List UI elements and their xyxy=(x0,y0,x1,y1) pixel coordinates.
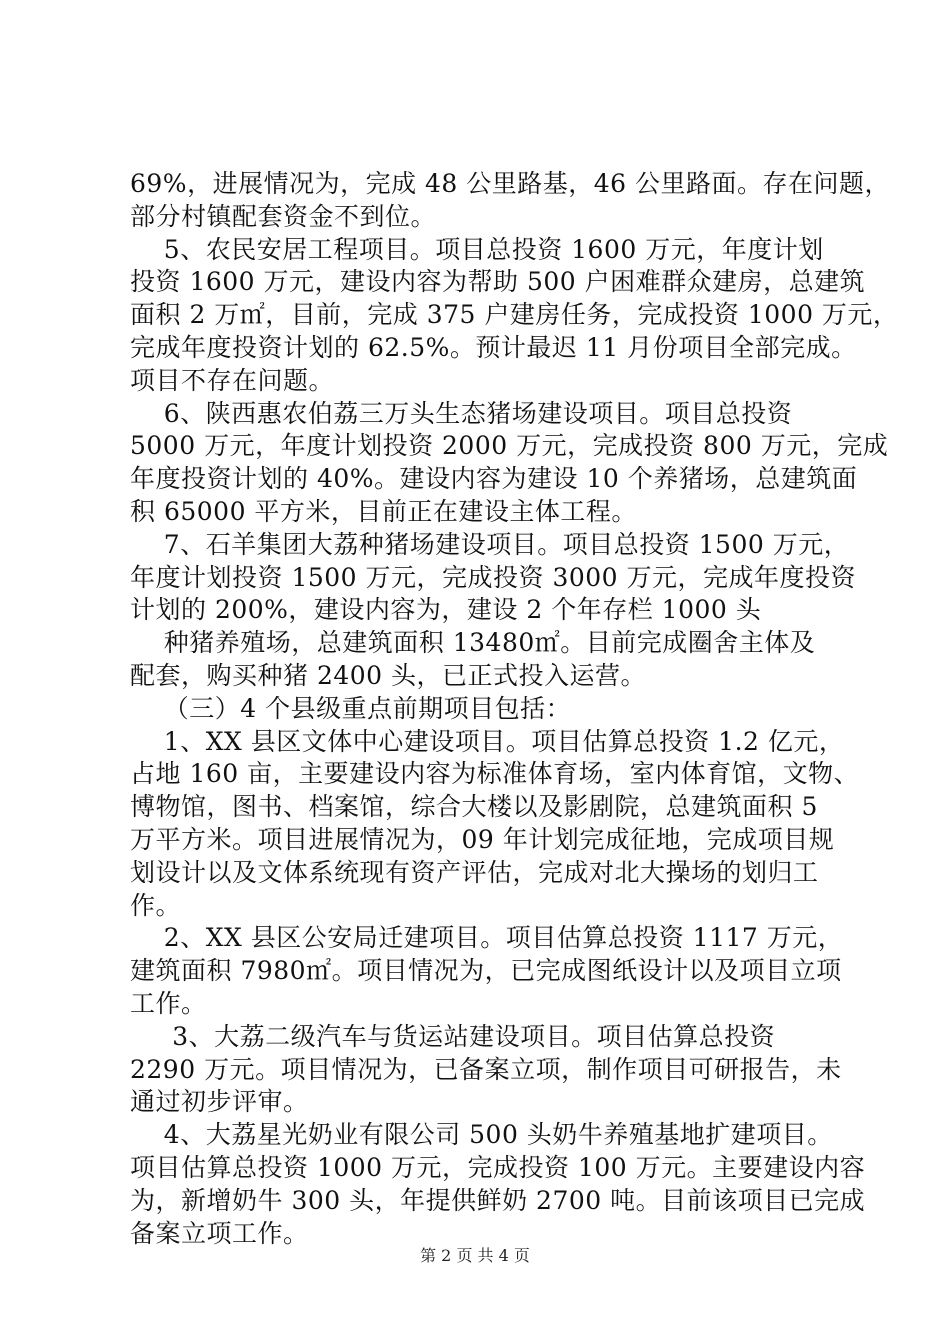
text-line: 建筑面积 7980㎡。项目情况为，已完成图纸设计以及项目立项 xyxy=(130,956,842,986)
text-line: 占地 160 亩，主要建设内容为标准体育场，室内体育馆，文物、 xyxy=(130,759,860,789)
text-line: 5000 万元，年度计划投资 2000 万元，完成投资 800 万元，完成 xyxy=(130,431,889,461)
text-line: 年度计划投资 1500 万元，完成投资 3000 万元，完成年度投资 xyxy=(130,562,857,592)
text-line: 投资 1600 万元，建设内容为帮助 500 户困难群众建房，总建筑 xyxy=(130,267,866,297)
text-line: 配套，购买种猪 2400 头，已正式投入运营。 xyxy=(130,660,647,690)
text-line: 部分村镇配套资金不到位。 xyxy=(130,201,437,231)
text-line: 项目不存在问题。 xyxy=(130,365,335,395)
text-line: 为，新增奶牛 300 头，年提供鲜奶 2700 吨。目前该项目已完成 xyxy=(130,1185,866,1215)
text-line: 2290 万元。项目情况为，已备案立项，制作项目可研报告，未 xyxy=(130,1054,842,1084)
text-line: 项目估算总投资 1000 万元，完成投资 100 万元。主要建设内容 xyxy=(130,1152,866,1182)
text-line: 通过初步评审。 xyxy=(130,1087,309,1117)
page-footer xyxy=(0,1243,950,1266)
text-line: 4、大荔星光奶业有限公司 500 头奶牛养殖基地扩建项目。 xyxy=(130,1120,833,1150)
text-line: 博物馆，图书、档案馆，综合大楼以及影剧院，总建筑面积 5 xyxy=(130,792,818,822)
page-number: 第 2 页 共 4 页 xyxy=(420,1246,530,1265)
text-line: 6、陕西惠农伯荔三万头生态猪场建设项目。项目总投资 xyxy=(130,398,793,428)
text-line: （三）4 个县级重点前期项目包括： xyxy=(130,693,572,723)
text-line: 工作。 xyxy=(130,988,207,1018)
text-line: 万平方米。项目进展情况为，09 年计划完成征地，完成项目规 xyxy=(130,824,835,854)
text-line: 面积 2 万㎡，目前，完成 375 户建房任务，完成投资 1000 万元， xyxy=(130,300,899,330)
text-line: 积 65000 平方米，目前正在建设主体工程。 xyxy=(130,496,637,526)
text-line: 划设计以及文体系统现有资产评估，完成对北大操场的划归工 xyxy=(130,857,819,887)
text-line: 作。 xyxy=(130,890,182,920)
text-line: 种猪养殖场，总建筑面积 13480㎡。目前完成圈舍主体及 xyxy=(130,628,816,658)
text-line: 完成年度投资计划的 62.5%。预计最迟 11 月份项目全部完成。 xyxy=(130,332,857,362)
text-line: 年度投资计划的 40%。建设内容为建设 10 个养猪场，总建筑面 xyxy=(130,464,858,494)
document-body xyxy=(130,168,899,1250)
text-line: 3、大荔二级汽车与货运站建设项目。项目估算总投资 xyxy=(130,1021,776,1051)
text-line: 2、XX 县区公安局迁建项目。项目估算总投资 1117 万元， xyxy=(130,923,844,953)
text-line: 计划的 200%，建设内容为，建设 2 个年存栏 1000 头 xyxy=(130,595,762,625)
text-line: 备案立项工作。 xyxy=(130,1218,309,1248)
text-line: 7、石羊集团大荔种猪场建设项目。项目总投资 1500 万元， xyxy=(130,529,850,559)
text-line: 69%，进展情况为，完成 48 公里路基，46 公里路面。存在问题， xyxy=(130,169,891,198)
text-line: 5、农民安居工程项目。项目总投资 1600 万元，年度计划 xyxy=(130,234,824,264)
text-line: 1、XX 县区文体中心建设项目。项目估算总投资 1.2 亿元， xyxy=(130,726,845,756)
